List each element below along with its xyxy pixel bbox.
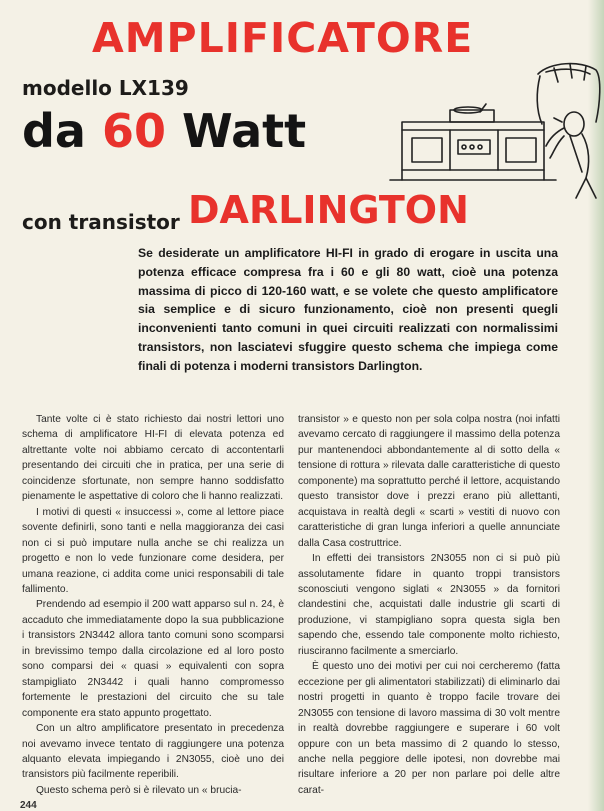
subtitle-prefix: con transistor bbox=[22, 210, 180, 234]
body-paragraph: In effetti dei transistors 2N3055 non ci si può più assolutamente fidare in quanto troppi transistors sconosciuti vengono siglati « 2N3055 » da fornitori clandestini che, acquistati dalle industrie gli scarti di produzione, vi stampigliano sopra questa sigla ben sapendo che, essendo tale componente molto richiesto, riusciranno facilmente a smerciarlo. bbox=[298, 553, 560, 657]
power-headline bbox=[22, 104, 306, 158]
intro-paragraph: Se desiderate un amplificatore HI-FI in grado di erogare in uscita una potenza efficace compresa fra i 60 e gli 80 watt, cioè una potenza massima di picco di 120-160 watt, e se volete che questo amplificatore sia semplice e di sicuro funzionamento, cioè non presenti quegli inconvenienti tanto comuni in quei circuiti realizzati con normalissimi transistors, non lasciatevi sfuggire questo schema che impiega come finali di potenza i moderni transistors Darlington. bbox=[138, 246, 558, 373]
body-paragraph: Questo schema però si è rilevato un « brucia- bbox=[36, 784, 242, 796]
page-number: 244 bbox=[20, 800, 37, 811]
article-title: AMPLIFICATORE bbox=[92, 14, 474, 62]
body-paragraph: Con un altro amplificatore presentato in precedenza noi avevamo invece tentato di raggiungere una potenza alquanto elevata impiegando i 2N3055, cioè uno dei transistors più facilmente reperibili. bbox=[22, 723, 284, 781]
model-label: modello LX139 bbox=[22, 76, 189, 100]
body-paragraph: È questo uno dei motivi per cui noi cercheremo (fatta eccezione per gli alimentatori stabilizzati) di eliminarlo dai nostri progetti in quanto è troppo facile trovare dei 2N3055 con tensione di lavoro massima di 30 volt mentre in realtà dovrebbe raggiungere e superare i 60 volt oppure con un beta massimo di 2 quando lo stesso, anche nella peggiore delle ipotesi, non dovrebbe mai risultare inferiore a 20 per non parlare poi delle altre carat- bbox=[298, 661, 560, 796]
power-prefix: da bbox=[22, 104, 86, 158]
body-paragraph: Prendendo ad esempio il 200 watt apparso sul n. 24, è accaduto che immediatamente dopo la sua pubblicazione i transistors 2N3442 allora tanto comuni sono scomparsi in brevissimo tempo dalla circolazione ed al loro posto sono comparsi dei « quasi » equivalenti con sopra stampigliato 2N3442 i quali hanno compromesso fortemente le prestazioni del circuito che su tale componente era stato appunto progettato. bbox=[22, 599, 284, 719]
body-column-right bbox=[298, 412, 560, 798]
cartoon-illustration bbox=[350, 52, 604, 202]
power-unit: Watt bbox=[182, 104, 307, 158]
body-paragraph: Tante volte ci è stato richiesto dai nostri lettori uno schema di amplificatore HI-FI di elevata potenza ed altrettante volte noi abbiamo cercato di accontentarli presentando dei circuiti che in pratica, per una serie di coincidenze sfortunate, non sempre hanno soddisfatto pienamente le aspettative di coloro che li hanno realizzati. bbox=[22, 414, 284, 503]
subtitle-main: DARLINGTON bbox=[188, 188, 469, 232]
body-paragraph: I motivi di questi « insuccessi », come al lettore piace sovente definirli, sono tanti e nella maggioranza dei casi non ci si può imputare nulla anche se chi realizza un progetto e non lo vede funzionare come desidera, per umana reazione, ci addita come unici responsabili di tale fallimento. bbox=[22, 506, 284, 595]
power-value: 60 bbox=[101, 104, 166, 158]
body-paragraph: transistor » e questo non per sola colpa nostra (noi infatti avevamo cercato di raggiungere il massimo della potenza pur mantenendoci abbondantemente al di sotto della « tensione di rottura » rilevata dalle caratteristiche di questo componente) ma soprattutto perché il lettore, acquistando questo transistor dove i prezzi erano più allettanti, acquistava in realtà degli « scarti » vestiti di nuovo con caratteristiche di gran lunga inferiori a quelle annunciate dalla Casa costruttrice. bbox=[298, 414, 560, 549]
body-column-left bbox=[22, 412, 284, 798]
